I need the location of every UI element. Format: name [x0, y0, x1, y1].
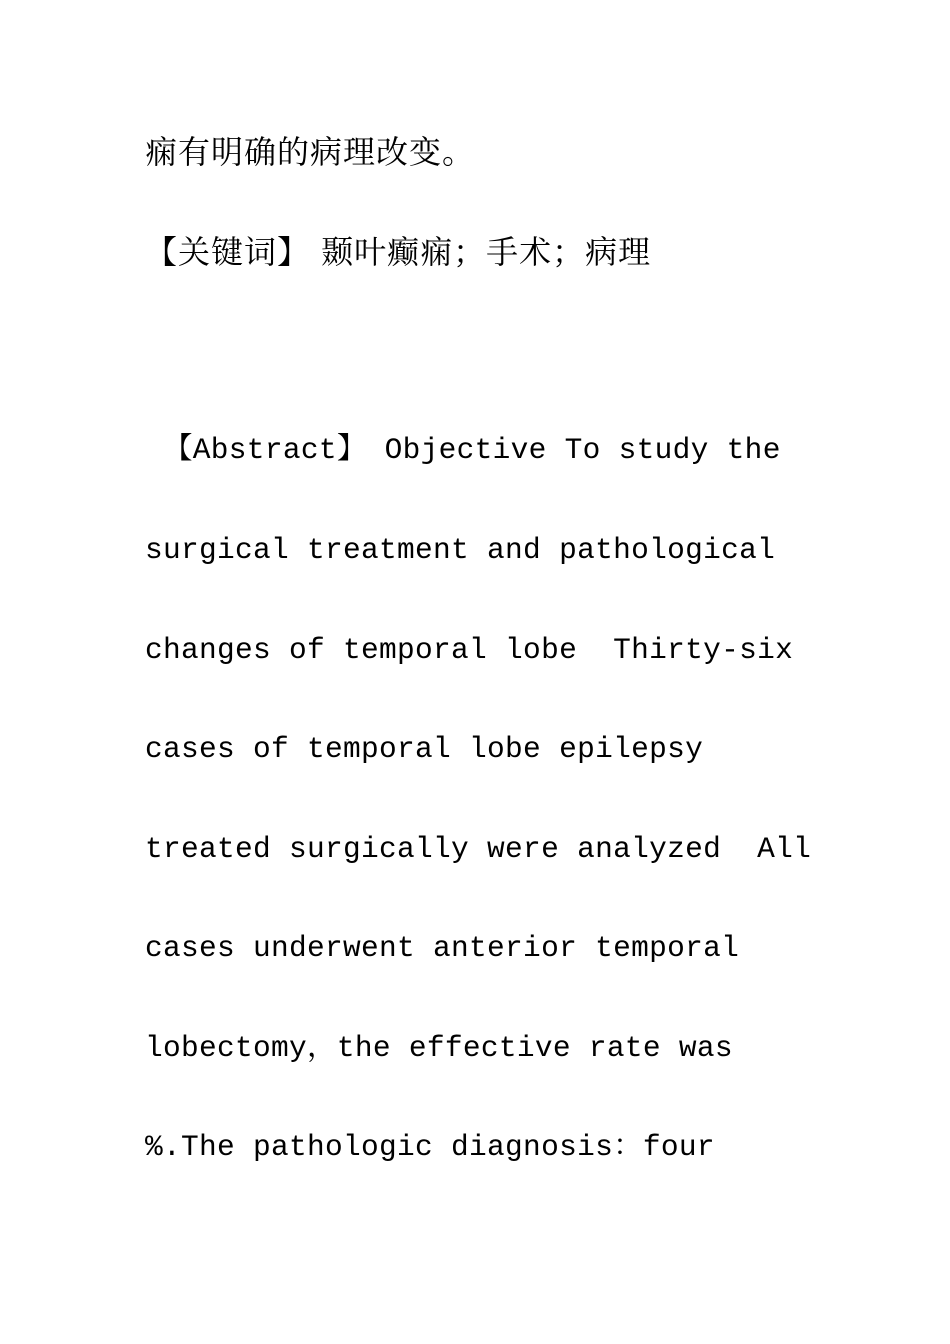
- chinese-text-line: 痫有明确的病理改变。: [145, 133, 476, 171]
- abstract-line: cases of temporal lobe epilepsy: [145, 732, 704, 766]
- abstract-line: cases underwent anterior temporal: [145, 931, 740, 965]
- abstract-line: 【Abstract】 Objective To study the: [145, 433, 781, 467]
- abstract-line: lobectomy，the effective rate was: [145, 1031, 733, 1065]
- abstract-line: surgical treatment and pathological: [145, 533, 776, 567]
- abstract-line: treated surgically were analyzed All: [145, 832, 812, 866]
- abstract-line: changes of temporal lobe Thirty-six: [145, 633, 794, 667]
- keywords-line: 【关键词】 颞叶癫痫；手术；病理: [145, 233, 652, 271]
- abstract-line: %.The pathologic diagnosis：four: [145, 1130, 715, 1164]
